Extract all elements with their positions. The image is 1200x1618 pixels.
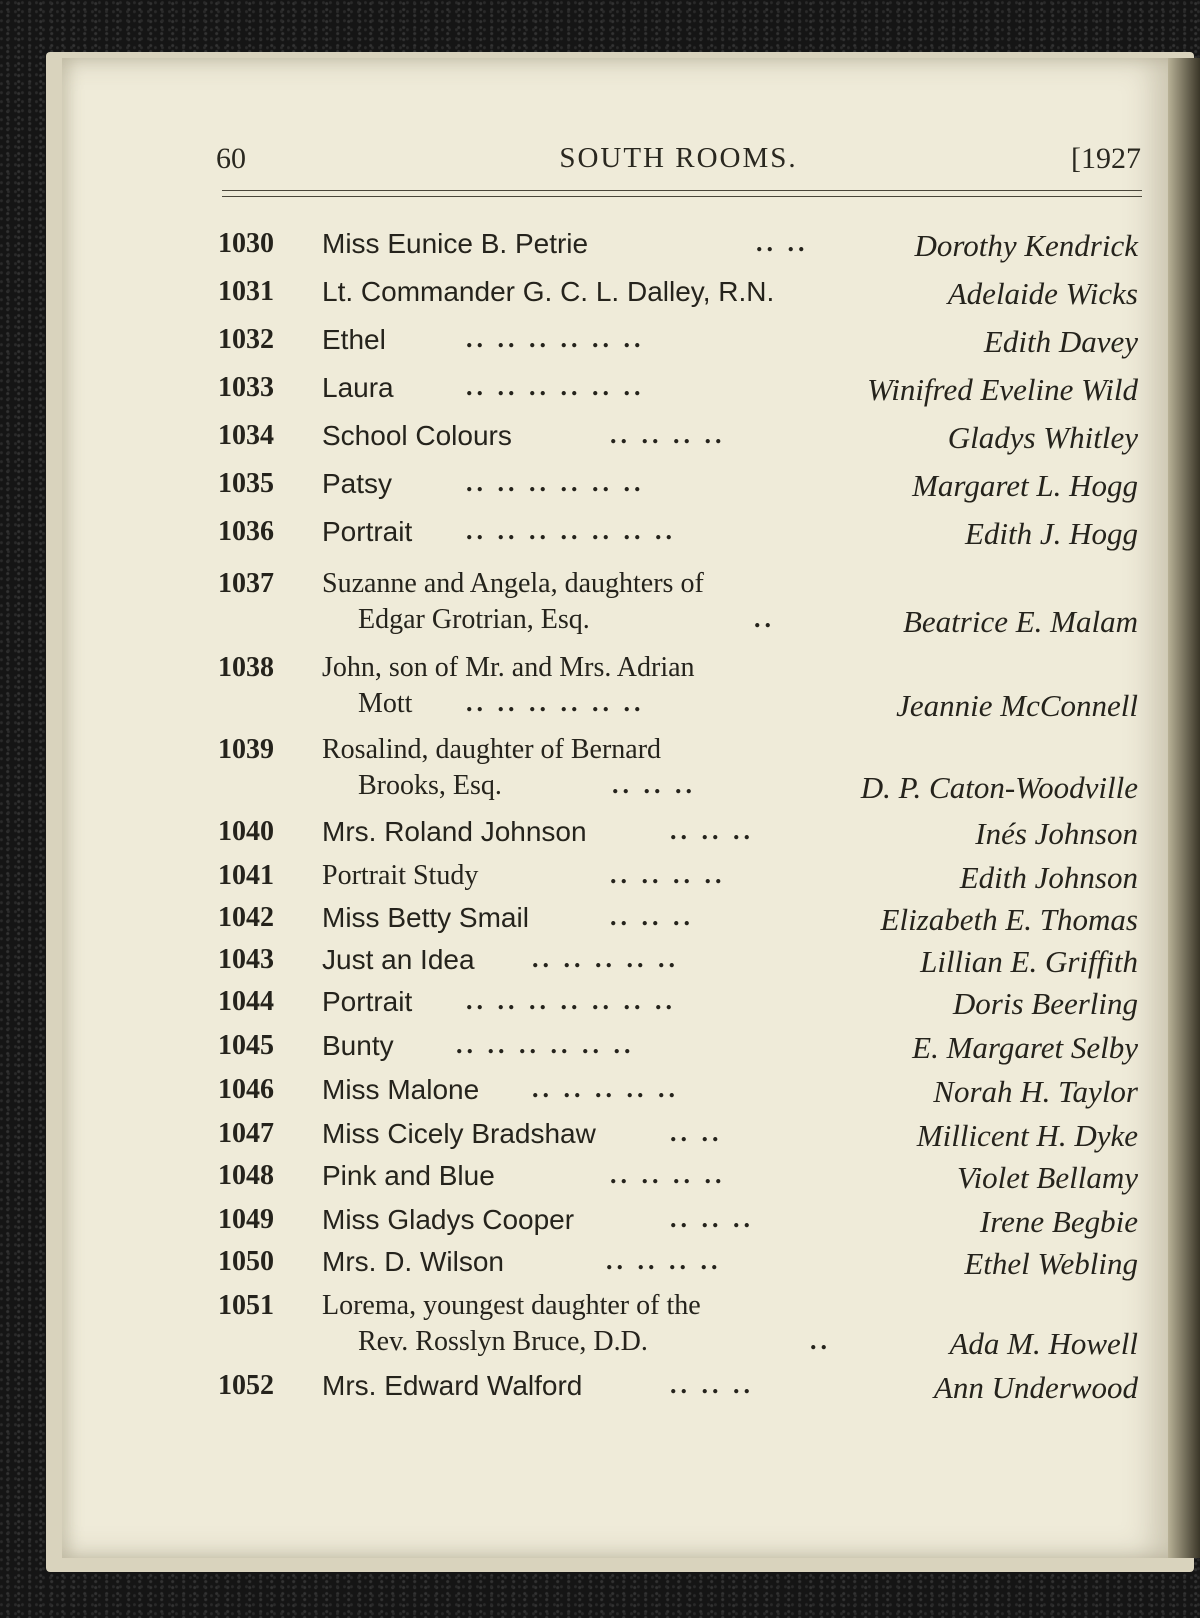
entry-number: 1034 [218, 420, 274, 451]
dot-leader: .. .. .. .. .. .. .. [466, 516, 676, 545]
entry-title: Ethel [322, 324, 386, 355]
dot-leader: .. .. [670, 1118, 723, 1147]
entry-artist: Lillian E. Griffith [920, 944, 1138, 979]
dot-leader: .. [810, 1326, 831, 1355]
entry-title: Patsy [322, 468, 393, 499]
dot-leader: .. .. .. .. .. [532, 944, 679, 973]
dot-leader: .. .. .. .. [610, 860, 726, 889]
page-number: 60 [216, 142, 246, 175]
entry-title-continued: Mott [358, 688, 413, 719]
entry-artist: Elizabeth E. Thomas [880, 902, 1138, 937]
dot-leader: .. [754, 604, 775, 633]
entry-number: 1032 [218, 324, 274, 355]
year-label: [1927 [1071, 142, 1141, 175]
entry-number: 1036 [218, 516, 274, 547]
entry-artist: Beatrice E. Malam [902, 604, 1138, 639]
entry-number: 1033 [218, 372, 274, 403]
entry-title: Mrs. Roland Johnson [322, 816, 587, 847]
entry-title-continued: Rev. Rosslyn Bruce, D.D. [358, 1326, 648, 1357]
entry-title: Mrs. Edward Walford [322, 1370, 583, 1401]
entry-artist: Margaret L. Hogg [912, 468, 1138, 503]
entry-artist: Edith Davey [983, 324, 1138, 359]
entry-number: 1052 [218, 1370, 274, 1401]
entry-title: Pink and Blue [322, 1160, 495, 1191]
entry-number: 1041 [218, 860, 274, 891]
entry-title: Miss Cicely Bradshaw [322, 1118, 596, 1149]
dot-leader: .. .. .. .. [610, 1160, 726, 1189]
entry-artist: Inés Johnson [975, 816, 1138, 851]
entry-artist: Ethel Webling [964, 1246, 1138, 1281]
entry-title: Rosalind, daughter of Bernard [322, 734, 662, 765]
entry-artist: E. Margaret Selby [912, 1030, 1138, 1065]
entry-artist: Ada M. Howell [949, 1326, 1138, 1361]
entry-title: Miss Gladys Cooper [322, 1204, 575, 1235]
dot-leader: .. .. .. .. [610, 420, 726, 449]
entry-title: Portrait Study [322, 860, 479, 891]
entry-artist: Irene Begbie [979, 1204, 1138, 1239]
entry-title: Mrs. D. Wilson [322, 1246, 504, 1277]
entry-number: 1030 [218, 228, 274, 259]
dot-leader: .. .. .. .. .. .. [466, 468, 645, 497]
entry-artist: D. P. Caton-Woodville [860, 770, 1138, 805]
entry-number: 1051 [218, 1290, 274, 1321]
entry-number: 1044 [218, 986, 274, 1017]
dot-leader: .. .. .. [670, 1204, 754, 1233]
dot-leader: .. .. .. .. .. .. .. [466, 986, 676, 1015]
dot-leader: .. .. .. .. .. .. [466, 372, 645, 401]
entry-title-continued: Edgar Grotrian, Esq. [358, 604, 590, 635]
entry-number: 1035 [218, 468, 274, 499]
entry-number: 1038 [218, 652, 274, 683]
entry-number: 1045 [218, 1030, 274, 1061]
entry-title-continued: Brooks, Esq. [358, 770, 502, 801]
entry-artist: Norah H. Taylor [933, 1074, 1138, 1109]
entry-title: Just an Idea [322, 944, 475, 975]
entry-title: Laura [322, 372, 394, 403]
entry-title: Suzanne and Angela, daughters of [322, 568, 704, 599]
entry-artist: Ann Underwood [933, 1370, 1138, 1405]
dot-leader: .. .. .. [670, 1370, 754, 1399]
dot-leader: .. .. .. .. .. [532, 1074, 679, 1103]
dot-leader: .. .. .. .. .. .. [466, 324, 645, 353]
entry-number: 1048 [218, 1160, 274, 1191]
entry-title: Bunty [322, 1030, 394, 1061]
entry-title: Portrait [322, 986, 413, 1017]
section-title: SOUTH ROOMS. [559, 142, 798, 174]
entry-artist: Dorothy Kendrick [914, 228, 1138, 263]
entry-number: 1049 [218, 1204, 274, 1235]
dot-leader: .. .. .. .. .. .. [466, 688, 645, 717]
entry-title: John, son of Mr. and Mrs. Adrian [322, 652, 695, 683]
entry-title: Miss Betty Smail [322, 902, 529, 933]
dot-leader: .. .. .. [670, 816, 754, 845]
entry-number: 1031 [218, 276, 274, 307]
entry-number: 1037 [218, 568, 274, 599]
entry-artist: Adelaide Wicks [947, 276, 1138, 311]
entry-artist: Doris Beerling [952, 986, 1138, 1021]
entry-artist: Millicent H. Dyke [916, 1118, 1138, 1153]
entry-artist: Edith Johnson [959, 860, 1138, 895]
entry-number: 1040 [218, 816, 274, 847]
entry-artist: Edith J. Hogg [964, 516, 1138, 551]
dot-leader: .. .. [756, 228, 809, 257]
entry-number: 1050 [218, 1246, 274, 1277]
entry-title: Lorema, youngest daughter of the [322, 1290, 701, 1321]
entry-title: Miss Malone [322, 1074, 480, 1105]
dot-leader: .. .. .. [610, 902, 694, 931]
entry-title: Portrait [322, 516, 413, 547]
entry-artist: Violet Bellamy [956, 1160, 1138, 1195]
entry-title: School Colours [322, 420, 512, 451]
entry-artist: Winifred Eveline Wild [867, 372, 1138, 407]
dot-leader: .. .. .. .. [606, 1246, 722, 1275]
entry-number: 1043 [218, 944, 274, 975]
entry-artist: Jeannie McConnell [896, 688, 1138, 723]
dot-leader: .. .. .. .. .. .. [456, 1030, 635, 1059]
dot-leader: .. .. .. [612, 770, 696, 799]
entry-title: Lt. Commander G. C. L. Dalley, R.N. [322, 276, 775, 307]
entry-number: 1047 [218, 1118, 274, 1149]
entry-number: 1042 [218, 902, 274, 933]
entry-number: 1046 [218, 1074, 274, 1105]
entry-artist: Gladys Whitley [947, 420, 1138, 455]
entry-number: 1039 [218, 734, 274, 765]
entry-title: Miss Eunice B. Petrie [322, 228, 589, 259]
